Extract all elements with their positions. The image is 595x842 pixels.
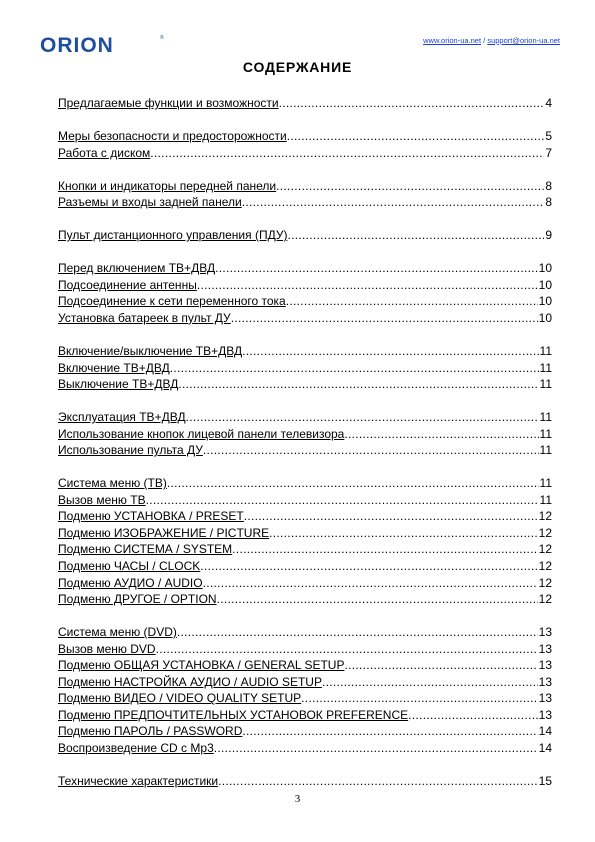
toc-dot-leader (279, 96, 545, 110)
toc-entry[interactable] (58, 294, 552, 311)
toc-dot-leader (287, 129, 545, 143)
toc-entry-label[interactable]: Перед включением ТВ+ДВД (58, 261, 216, 276)
toc-entry-label[interactable]: Подменю АУДИО / AUDIO (58, 575, 203, 590)
toc-dot-leader (217, 592, 538, 606)
toc-entry-page: 12 (538, 558, 552, 573)
toc-dot-leader (214, 741, 538, 755)
toc-group-spacer (58, 327, 552, 344)
toc-entry-label[interactable]: Подменю ОБЩАЯ УСТАНОВКА / GENERAL SETUP (58, 658, 345, 673)
toc-dot-leader (242, 344, 538, 358)
toc-entry[interactable] (58, 427, 552, 444)
toc-entry-page: 10 (538, 310, 552, 325)
toc-dot-leader (218, 774, 538, 788)
toc-group-spacer (58, 162, 552, 179)
toc-entry-page: 13 (538, 658, 552, 673)
toc-entry-label[interactable]: Подсоединение к сети переменного тока (58, 294, 286, 309)
toc-entry-label[interactable]: Кнопки и индикаторы передней панели (58, 178, 277, 193)
website-link[interactable]: www.orion-ua.net (423, 36, 482, 45)
toc-entry-label[interactable]: Технические характеристики (58, 774, 219, 788)
toc-entry-label[interactable]: Подменю ДРУГОЕ / OPTION (58, 592, 217, 607)
toc-dot-leader (286, 294, 538, 308)
toc-entry[interactable] (58, 658, 552, 675)
toc-entry-page: 11 (539, 360, 552, 375)
toc-entry-label[interactable]: Разъемы и входы задней панели (58, 195, 242, 210)
toc-entry[interactable] (58, 675, 552, 692)
toc-entry-page: 10 (538, 277, 552, 292)
toc-group-spacer (58, 758, 552, 775)
toc-entry[interactable] (58, 228, 552, 245)
toc-entry[interactable] (58, 642, 552, 659)
toc-entry[interactable] (58, 476, 552, 493)
toc-entry[interactable] (58, 708, 552, 725)
toc-entry[interactable] (58, 377, 552, 394)
toc-entry-label[interactable]: Подменю ВИДЕО / VIDEO QUALITY SETUP (58, 691, 302, 706)
toc-dot-leader (408, 708, 537, 722)
toc-entry-page: 12 (538, 509, 552, 524)
toc-entry[interactable] (58, 96, 552, 113)
toc-entry-label[interactable]: Подменю СИСТЕМА / SYSTEM (58, 542, 233, 557)
toc-entry-page: 13 (538, 691, 552, 706)
toc-entry-page: 5 (545, 129, 552, 144)
toc-entry[interactable] (58, 592, 552, 609)
toc-entry-label[interactable]: Подменю НАСТРОЙКА АУДИО / AUDIO SETUP (58, 674, 322, 689)
toc-entry-page: 10 (538, 294, 552, 309)
toc-entry-label[interactable]: Эксплуатация ТВ+ДВД (58, 410, 186, 425)
toc-dot-leader (276, 179, 544, 193)
toc-entry[interactable] (58, 311, 552, 328)
toc-entry[interactable] (58, 410, 552, 427)
toc-dot-leader (150, 146, 544, 160)
toc-entry-label[interactable]: Подменю ПАРОЛЬ / PASSWORD (58, 724, 243, 739)
toc-group-spacer (58, 609, 552, 626)
toc-dot-leader (244, 509, 538, 523)
toc-dot-leader (344, 658, 537, 672)
toc-dot-leader (167, 476, 539, 490)
toc-entry-page: 11 (539, 343, 552, 358)
toc-dot-leader (170, 361, 539, 375)
toc-entry-label[interactable]: Подменю УСТАНОВКА / PRESET (58, 509, 244, 524)
toc-entry-label[interactable]: Подсоединение антенны (58, 277, 197, 292)
toc-entry-page: 4 (545, 96, 552, 110)
toc-entry-page: 11 (539, 426, 552, 441)
table-of-contents (58, 96, 552, 791)
toc-dot-leader (186, 410, 539, 424)
toc-entry-label[interactable]: Предлагаемые функции и возможности (58, 96, 279, 110)
toc-dot-leader (231, 311, 538, 325)
toc-entry[interactable] (58, 724, 552, 741)
toc-entry-label[interactable]: Использование кнопок лицевой панели телевизора (58, 426, 345, 441)
trademark-symbol: ® (160, 35, 164, 41)
toc-dot-leader (322, 675, 538, 689)
link-separator: / (483, 36, 486, 45)
toc-entry-page: 13 (538, 674, 552, 689)
toc-entry[interactable] (58, 493, 552, 510)
toc-group-spacer (58, 245, 552, 262)
toc-entry-page: 9 (545, 228, 552, 243)
toc-dot-leader (242, 724, 537, 738)
toc-entry-page: 7 (545, 145, 552, 160)
toc-entry[interactable] (58, 625, 552, 642)
toc-entry[interactable] (58, 576, 552, 593)
toc-entry[interactable] (58, 774, 552, 791)
page-title: СОДЕРЖАНИЕ (242, 59, 353, 75)
toc-entry-label[interactable]: Подменю ПРЕДПОЧТИТЕЛЬНЫХ УСТАНОВОК PREFERENCE (58, 707, 409, 722)
toc-entry-label[interactable]: Меры безопасности и предосторожности (58, 129, 287, 144)
toc-dot-leader (287, 228, 544, 242)
toc-entry[interactable] (58, 361, 552, 378)
toc-entry[interactable] (58, 741, 552, 758)
toc-entry[interactable] (58, 261, 552, 278)
toc-dot-leader (200, 559, 537, 573)
toc-entry-page: 14 (538, 724, 552, 739)
toc-entry-label[interactable]: Система меню (DVD) (58, 625, 177, 640)
toc-entry-label[interactable]: Воспроизведение CD с Mp3 (58, 740, 214, 755)
toc-entry-page: 12 (538, 525, 552, 540)
toc-entry-page: 12 (538, 542, 552, 557)
toc-entry-label[interactable]: Работа с диском (58, 145, 151, 160)
toc-group-spacer (58, 460, 552, 477)
toc-entry[interactable] (58, 146, 552, 163)
toc-entry-page: 12 (538, 575, 552, 590)
toc-entry-page: 13 (538, 707, 552, 722)
toc-dot-leader (177, 625, 538, 639)
toc-entry-page: 8 (545, 195, 552, 210)
toc-dot-leader (197, 278, 538, 292)
orion-logo: ORION (40, 34, 114, 57)
toc-entry-label[interactable]: Вызов меню ТВ (58, 492, 146, 507)
toc-dot-leader (156, 642, 538, 656)
toc-entry-page: 11 (539, 410, 552, 425)
toc-entry-page: 10 (538, 261, 552, 276)
toc-entry-page: 11 (539, 476, 552, 491)
toc-entry-page: 13 (538, 625, 552, 640)
toc-entry-label[interactable]: Установка батареек в пульт ДУ (58, 310, 231, 325)
page-number: 3 (294, 793, 301, 805)
toc-entry-label[interactable]: Использование пульта ДУ (58, 443, 203, 458)
toc-group-spacer (58, 394, 552, 411)
support-email-link[interactable]: support@orion-ua.net (487, 36, 560, 45)
header-links (423, 36, 560, 45)
toc-entry-label[interactable]: Выключение ТВ+ДВД (58, 377, 179, 392)
toc-entry[interactable] (58, 542, 552, 559)
toc-entry-page: 8 (545, 178, 552, 193)
toc-dot-leader (344, 427, 538, 441)
toc-dot-leader (203, 443, 539, 457)
toc-entry[interactable] (58, 195, 552, 212)
toc-entry-label[interactable]: Вызов меню DVD (58, 641, 156, 656)
toc-entry-label[interactable]: Подменю ЧАСЫ / CLOCK (58, 558, 201, 573)
toc-dot-leader (301, 691, 537, 705)
toc-entry[interactable] (58, 344, 552, 361)
toc-entry[interactable] (58, 278, 552, 295)
toc-entry-page: 11 (539, 492, 552, 507)
toc-entry[interactable] (58, 526, 552, 543)
toc-entry[interactable] (58, 509, 552, 526)
toc-entry[interactable] (58, 129, 552, 146)
toc-entry-page: 12 (538, 592, 552, 607)
toc-entry-label[interactable]: Пульт дистанционного управления (ПДУ) (58, 228, 288, 243)
toc-dot-leader (242, 195, 545, 209)
toc-entry[interactable] (58, 691, 552, 708)
toc-entry-label[interactable]: Включение ТВ+ДВД (58, 360, 170, 375)
toc-entry[interactable] (58, 443, 552, 460)
toc-entry[interactable] (58, 559, 552, 576)
toc-dot-leader (203, 576, 538, 590)
toc-dot-leader (146, 493, 539, 507)
toc-dot-leader (178, 377, 538, 391)
toc-group-spacer (58, 113, 552, 130)
toc-group-spacer (58, 212, 552, 229)
toc-entry-label[interactable]: Подменю ИЗОБРАЖЕНИЕ / PICTURE (58, 525, 270, 540)
toc-entry-page: 14 (538, 740, 552, 755)
toc-entry[interactable] (58, 179, 552, 196)
toc-entry-label[interactable]: Включение/выключение ТВ+ДВД (58, 343, 243, 358)
toc-entry-label[interactable]: Система меню (ТВ) (58, 476, 167, 491)
toc-dot-leader (269, 526, 538, 540)
toc-dot-leader (215, 261, 538, 275)
toc-dot-leader (232, 542, 537, 556)
toc-entry-page: 11 (539, 443, 552, 458)
toc-entry-page: 13 (538, 641, 552, 656)
toc-entry-page: 11 (539, 377, 552, 392)
toc-entry-page: 15 (538, 774, 552, 788)
